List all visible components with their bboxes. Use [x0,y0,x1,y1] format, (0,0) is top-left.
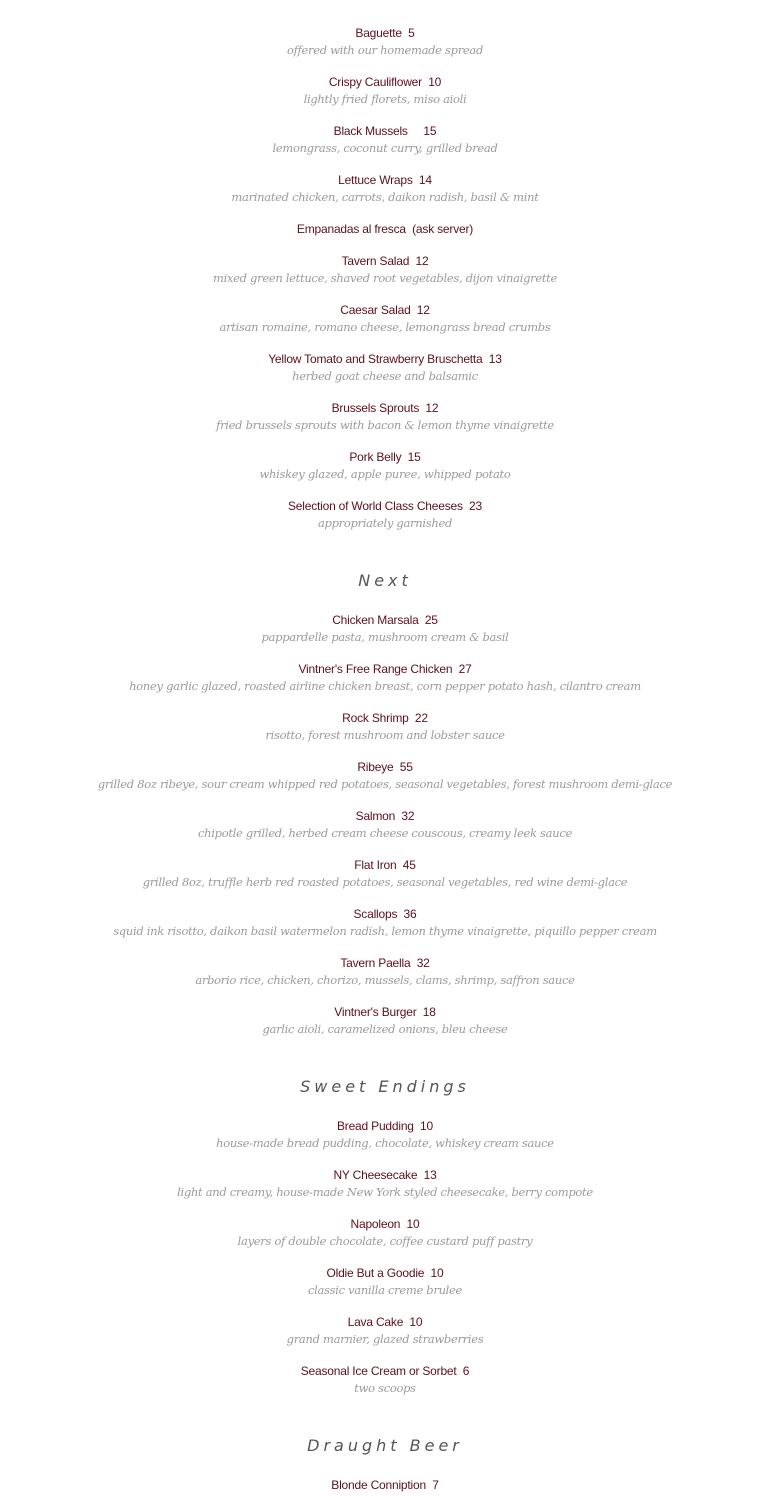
menu-item-description: appropriately garnished [317,516,453,530]
menu-item-description: chipotle grilled, herbed cream cheese couscous, creamy leek sauce [198,826,572,840]
menu-item-description: lightly fried florets, miso aioli [303,92,467,106]
menu-item [0,1118,770,1151]
menu-item-description: fried brussels sprouts with bacon & lemon thyme vinaigrette [216,418,554,432]
section-heading: Draught Beer [307,1436,463,1455]
menu-item-name: Tavern Salad 12 [341,254,429,268]
menu-item-name: Bread Pudding 10 [336,1119,433,1133]
menu-item-name: Black Mussels 15 [333,124,437,138]
menu-item [0,351,770,384]
menu-item [0,400,770,433]
menu-item-name: Scallops 36 [353,907,417,921]
menu-item-name: Chicken Marsala 25 [332,613,438,627]
menu-item-description: grilled 8oz, truffle herb red roasted potatoes, seasonal vegetables, red wine demi-glace [142,875,628,889]
menu-item-name: Vintner's Free Range Chicken 27 [298,662,472,676]
menu-item-name: Lettuce Wraps 14 [338,173,432,187]
menu-item-name: NY Cheesecake 13 [333,1168,437,1182]
menu-item [0,449,770,482]
menu-item-name: Rock Shrimp 22 [342,711,428,725]
menu-item [0,1265,770,1298]
menu-item-description: layers of double chocolate, coffee custard puff pastry [237,1234,533,1248]
menu-item-description: honey garlic glazed, roasted airline chicken breast, corn pepper potato hash, cilantro cream [129,679,641,693]
menu-item-description: grand marnier, glazed strawberries [286,1332,484,1346]
menu-item [0,759,770,792]
menu-item-name: Seasonal Ice Cream or Sorbet 6 [300,1364,470,1378]
menu-item-description: squid ink risotto, daikon basil watermelon radish, lemon thyme vinaigrette, piquillo pepper cream [113,924,657,938]
menu-item-description: pappardelle pasta, mushroom cream & basil [261,630,509,644]
menu-item-description: offered with our homemade spread [286,43,484,57]
menu-item [0,1363,770,1396]
menu-item-name: Vintner's Burger 18 [334,1005,436,1019]
menu-item [0,857,770,890]
menu-item [0,1004,770,1037]
menu-item-name: Empanadas al fresca (ask server) [296,222,474,236]
menu-item-name: Tavern Paella 32 [340,956,430,970]
menu-item-name: Crispy Cauliflower 10 [328,75,442,89]
menu-item-description: grilled 8oz ribeye, sour cream whipped red potatoes, seasonal vegetables, forest mushroom demi-glace [97,777,673,791]
menu-item [0,1216,770,1249]
menu-item-name: Blonde Conniption 7 [331,1478,439,1492]
menu-item-description: herbed goat cheese and balsamic [292,369,478,383]
menu-item [0,808,770,841]
menu-item [0,955,770,988]
menu-item-name: Lava Cake 10 [347,1315,423,1329]
menu-item [0,172,770,205]
menu-item [0,302,770,335]
menu-item-name: Baguette 5 [355,26,415,40]
menu-item-description: marinated chicken, carrots, daikon radish, basil & mint [231,190,539,204]
section-heading: Next [358,571,412,590]
menu-item-description: whiskey glazed, apple puree, whipped potato [259,467,511,481]
menu-item [0,123,770,156]
menu-item-name: Oldie But a Goodie 10 [326,1266,444,1280]
menu-item [0,1477,770,1493]
menu-item-name: Salmon 32 [355,809,415,823]
menu-item [0,906,770,939]
menu-item-description: classic vanilla creme brulee [307,1283,463,1297]
menu-item-description: two scoops [354,1381,416,1395]
menu-item-description: house-made bread pudding, chocolate, whiskey cream sauce [216,1136,554,1150]
section-heading-clipped [0,0,770,4]
menu-item-name: Caesar Salad 12 [340,303,430,317]
menu-item-description: light and creamy, house-made New York styled cheesecake, berry compote [177,1185,593,1199]
menu-item [0,661,770,694]
menu-item-description: risotto, forest mushroom and lobster sauce [265,728,505,742]
menu-item-description: garlic aioli, caramelized onions, bleu cheese [262,1022,508,1036]
menu-item [0,25,770,58]
menu-item-name: Yellow Tomato and Strawberry Bruschetta 13 [268,352,502,366]
menu-item [0,221,770,237]
menu-item-name: Napoleon 10 [350,1217,420,1231]
menu-item-name: Ribeye 55 [357,760,413,774]
menu-item-description: lemongrass, coconut curry, grilled bread [272,141,498,155]
menu-item-name: Selection of World Class Cheeses 23 [287,499,482,513]
menu-item [0,612,770,645]
menu-item [0,253,770,286]
menu-item-description: mixed green lettuce, shaved root vegetables, dijon vinaigrette [212,271,558,285]
menu-item-name: Pork Belly 15 [349,450,421,464]
menu-item-name: Flat Iron 45 [354,858,416,872]
menu-item [0,710,770,743]
menu-item-name: Brussels Sprouts 12 [331,401,439,415]
menu-item [0,498,770,531]
menu-item-description: arborio rice, chicken, chorizo, mussels, clams, shrimp, saffron sauce [195,973,575,987]
section-heading: Sweet Endings [300,1077,470,1096]
menu-item [0,1167,770,1200]
menu-item-description: artisan romaine, romano cheese, lemongrass bread crumbs [219,320,551,334]
menu-item [0,74,770,107]
menu-item [0,1314,770,1347]
